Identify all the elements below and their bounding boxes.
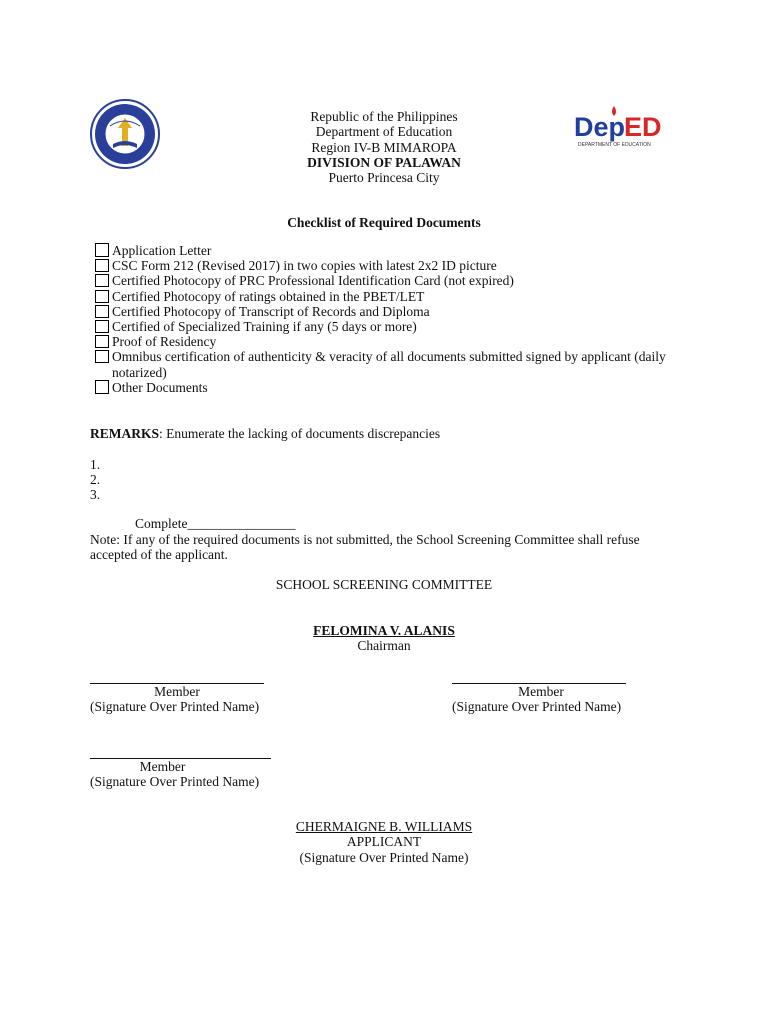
checkbox[interactable] <box>95 320 109 333</box>
header-department: Department of Education <box>315 124 453 140</box>
svg-text:DEPARTMENT OF EDUCATION: DEPARTMENT OF EDUCATION <box>578 142 651 148</box>
header-city: Puerto Princesa City <box>328 170 440 186</box>
checklist-item <box>95 258 695 273</box>
remarks-text: : Enumerate the lacking of documents discrepancies <box>159 426 441 441</box>
letterhead <box>234 109 534 185</box>
checklist-item <box>95 349 695 379</box>
chairman-name: FELOMINA V. ALANIS <box>313 623 455 638</box>
signature-caption: (Signature Over Printed Name) <box>90 699 260 715</box>
remarks-line <box>90 426 690 442</box>
document-title: Checklist of Required Documents <box>287 215 481 230</box>
checklist-item-label: CSC Form 212 (Revised 2017) in two copies with latest 2x2 ID picture <box>112 258 497 274</box>
signature-caption: (Signature Over Printed Name) <box>90 774 260 790</box>
svg-text:ED: ED <box>624 112 662 142</box>
checklist-item <box>95 319 695 334</box>
signature-caption: (Signature Over Printed Name) <box>299 849 469 865</box>
deped-wordmark-logo <box>572 100 672 152</box>
member-signature-block <box>452 683 652 715</box>
applicant-role: APPLICANT <box>346 834 422 850</box>
member-role: Member <box>518 684 564 699</box>
checkbox[interactable] <box>95 305 109 318</box>
remarks-numbered-list <box>90 457 100 502</box>
member-role: Member <box>154 684 200 699</box>
checklist-item-label: Application Letter <box>112 243 212 258</box>
remarks-item: 3. <box>90 487 101 502</box>
checklist-item-label: Certified Photocopy of Transcript of Records and Diploma <box>112 303 430 319</box>
required-documents-checklist <box>95 243 695 395</box>
checklist-item <box>95 243 695 258</box>
member-signature-block <box>90 683 290 715</box>
checkbox[interactable] <box>95 380 109 394</box>
signature-caption: (Signature Over Printed Name) <box>452 699 622 715</box>
checklist-item <box>95 380 695 395</box>
checkbox[interactable] <box>95 350 109 363</box>
applicant-signature-block <box>234 819 534 865</box>
checkbox[interactable] <box>95 259 109 272</box>
header-division: DIVISION OF PALAWAN <box>307 154 461 170</box>
deped-seal-logo <box>80 98 170 170</box>
svg-text:Dep: Dep <box>574 112 626 142</box>
checklist-item-label: Other Documents <box>112 379 208 395</box>
chairman-role: Chairman <box>357 638 411 653</box>
checkbox[interactable] <box>95 243 109 257</box>
checklist-item <box>95 289 695 304</box>
header-region: Region IV-B MIMAROPA <box>311 139 457 155</box>
member-signature-block <box>90 758 290 790</box>
checkbox[interactable] <box>95 335 109 348</box>
committee-heading: SCHOOL SCREENING COMMITTEE <box>275 577 493 592</box>
checklist-item <box>95 334 695 349</box>
applicant-name: CHERMAIGNE B. WILLIAMS <box>295 819 473 834</box>
checklist-item-label: Omnibus certification of authenticity & veracity of all documents submitted signed by applicant (daily notarized) <box>112 349 666 380</box>
checklist-item-label: Certified of Specialized Training if any (5 days or more) <box>112 319 417 335</box>
member-role: Member <box>139 759 186 774</box>
checkbox[interactable] <box>95 290 109 303</box>
checkbox[interactable] <box>95 274 109 287</box>
remarks-item: 2. <box>90 472 101 487</box>
note-text: Note: If any of the required documents is not submitted, the School Screening Committee shall refuse accepted of the applicant. <box>90 532 640 563</box>
checklist-item <box>95 304 695 319</box>
checklist-item-label: Certified Photocopy of ratings obtained in the PBET/LET <box>112 288 425 304</box>
remarks-label: REMARKS <box>90 426 160 441</box>
header-republic: Republic of the Philippines <box>310 109 458 124</box>
complete-field[interactable]: Complete________________ <box>135 516 296 531</box>
checklist-item-label: Proof of Residency <box>112 334 217 350</box>
remarks-item: 1. <box>90 457 101 472</box>
checklist-item <box>95 273 695 288</box>
checklist-item-label: Certified Photocopy of PRC Professional Identification Card (not expired) <box>112 273 514 289</box>
